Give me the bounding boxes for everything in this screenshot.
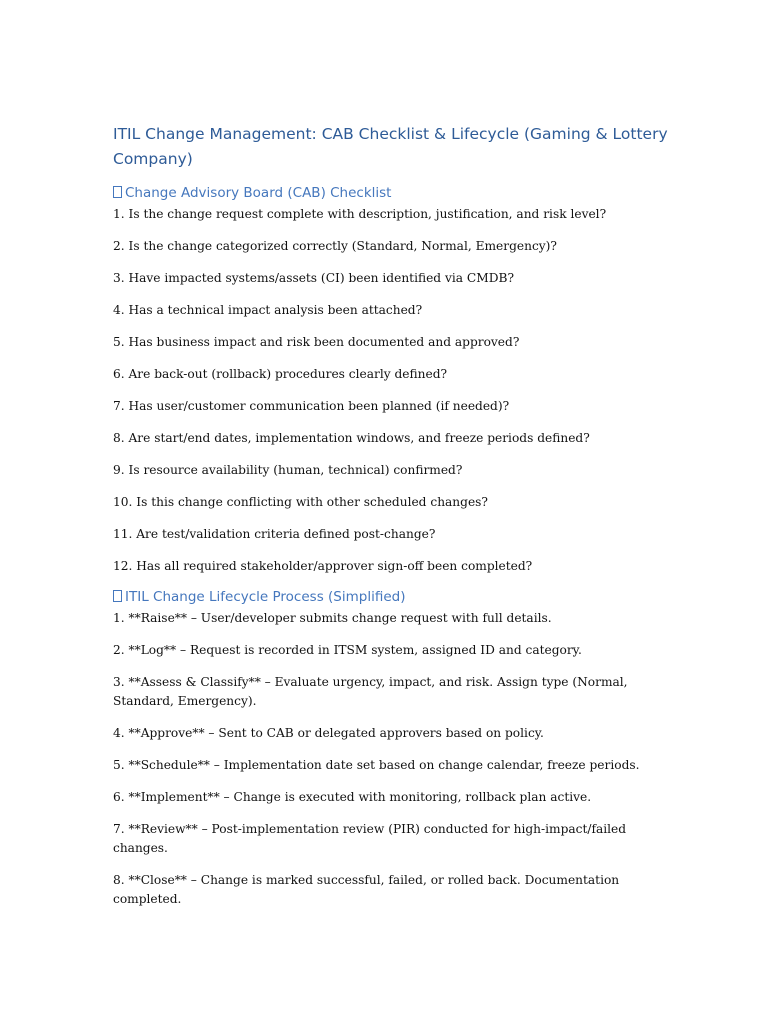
lifecycle-heading [113, 588, 673, 606]
list-item: 9. Is resource availability (human, technical) confirmed? [113, 463, 463, 477]
list-item: 1. Is the change request complete with description, justification, and risk level? [113, 207, 607, 221]
missing-glyph-icon [113, 186, 122, 198]
list-item: 1. **Raise** – User/developer submits change request with full details. [113, 611, 552, 625]
list-item: 4. **Approve** – Sent to CAB or delegated approvers based on policy. [113, 726, 544, 740]
list-item: 6. Are back-out (rollback) procedures clearly defined? [113, 367, 448, 381]
list-item: 7. **Review** – Post-implementation review (PIR) conducted for high-impact/failed changes. [113, 822, 627, 855]
list-item: 5. **Schedule** – Implementation date set based on change calendar, freeze periods. [113, 758, 640, 772]
document-title: ITIL Change Management: CAB Checklist & Lifecycle (Gaming & Lottery Company) [113, 125, 668, 168]
list-item: 5. Has business impact and risk been documented and approved? [113, 335, 520, 349]
list-item: 2. **Log** – Request is recorded in ITSM system, assigned ID and category. [113, 643, 582, 657]
list-item: 8. **Close** – Change is marked successful, failed, or rolled back. Documentation completed. [113, 873, 620, 906]
cab-checklist-list [113, 205, 673, 576]
list-item: 2. Is the change categorized correctly (Standard, Normal, Emergency)? [113, 239, 557, 253]
list-item: 4. Has a technical impact analysis been attached? [113, 303, 423, 317]
lifecycle-heading-text: ITIL Change Lifecycle Process (Simplified) [125, 589, 406, 605]
cab-checklist-heading [113, 184, 673, 202]
document-page [113, 122, 673, 921]
list-item: 8. Are start/end dates, implementation windows, and freeze periods defined? [113, 431, 590, 445]
lifecycle-list [113, 609, 673, 909]
cab-checklist-section [113, 184, 673, 576]
cab-checklist-heading-text: Change Advisory Board (CAB) Checklist [125, 185, 392, 201]
list-item: 11. Are test/validation criteria defined post-change? [113, 527, 436, 541]
list-item: 10. Is this change conflicting with other scheduled changes? [113, 495, 488, 509]
list-item: 3. Have impacted systems/assets (CI) been identified via CMDB? [113, 271, 514, 285]
list-item: 3. **Assess & Classify** – Evaluate urgency, impact, and risk. Assign type (Normal, Standard, Emergency). [113, 675, 628, 708]
lifecycle-section [113, 588, 673, 909]
list-item: 7. Has user/customer communication been planned (if needed)? [113, 399, 510, 413]
missing-glyph-icon [113, 590, 122, 602]
list-item: 6. **Implement** – Change is executed with monitoring, rollback plan active. [113, 790, 592, 804]
list-item: 12. Has all required stakeholder/approver sign-off been completed? [113, 559, 533, 573]
